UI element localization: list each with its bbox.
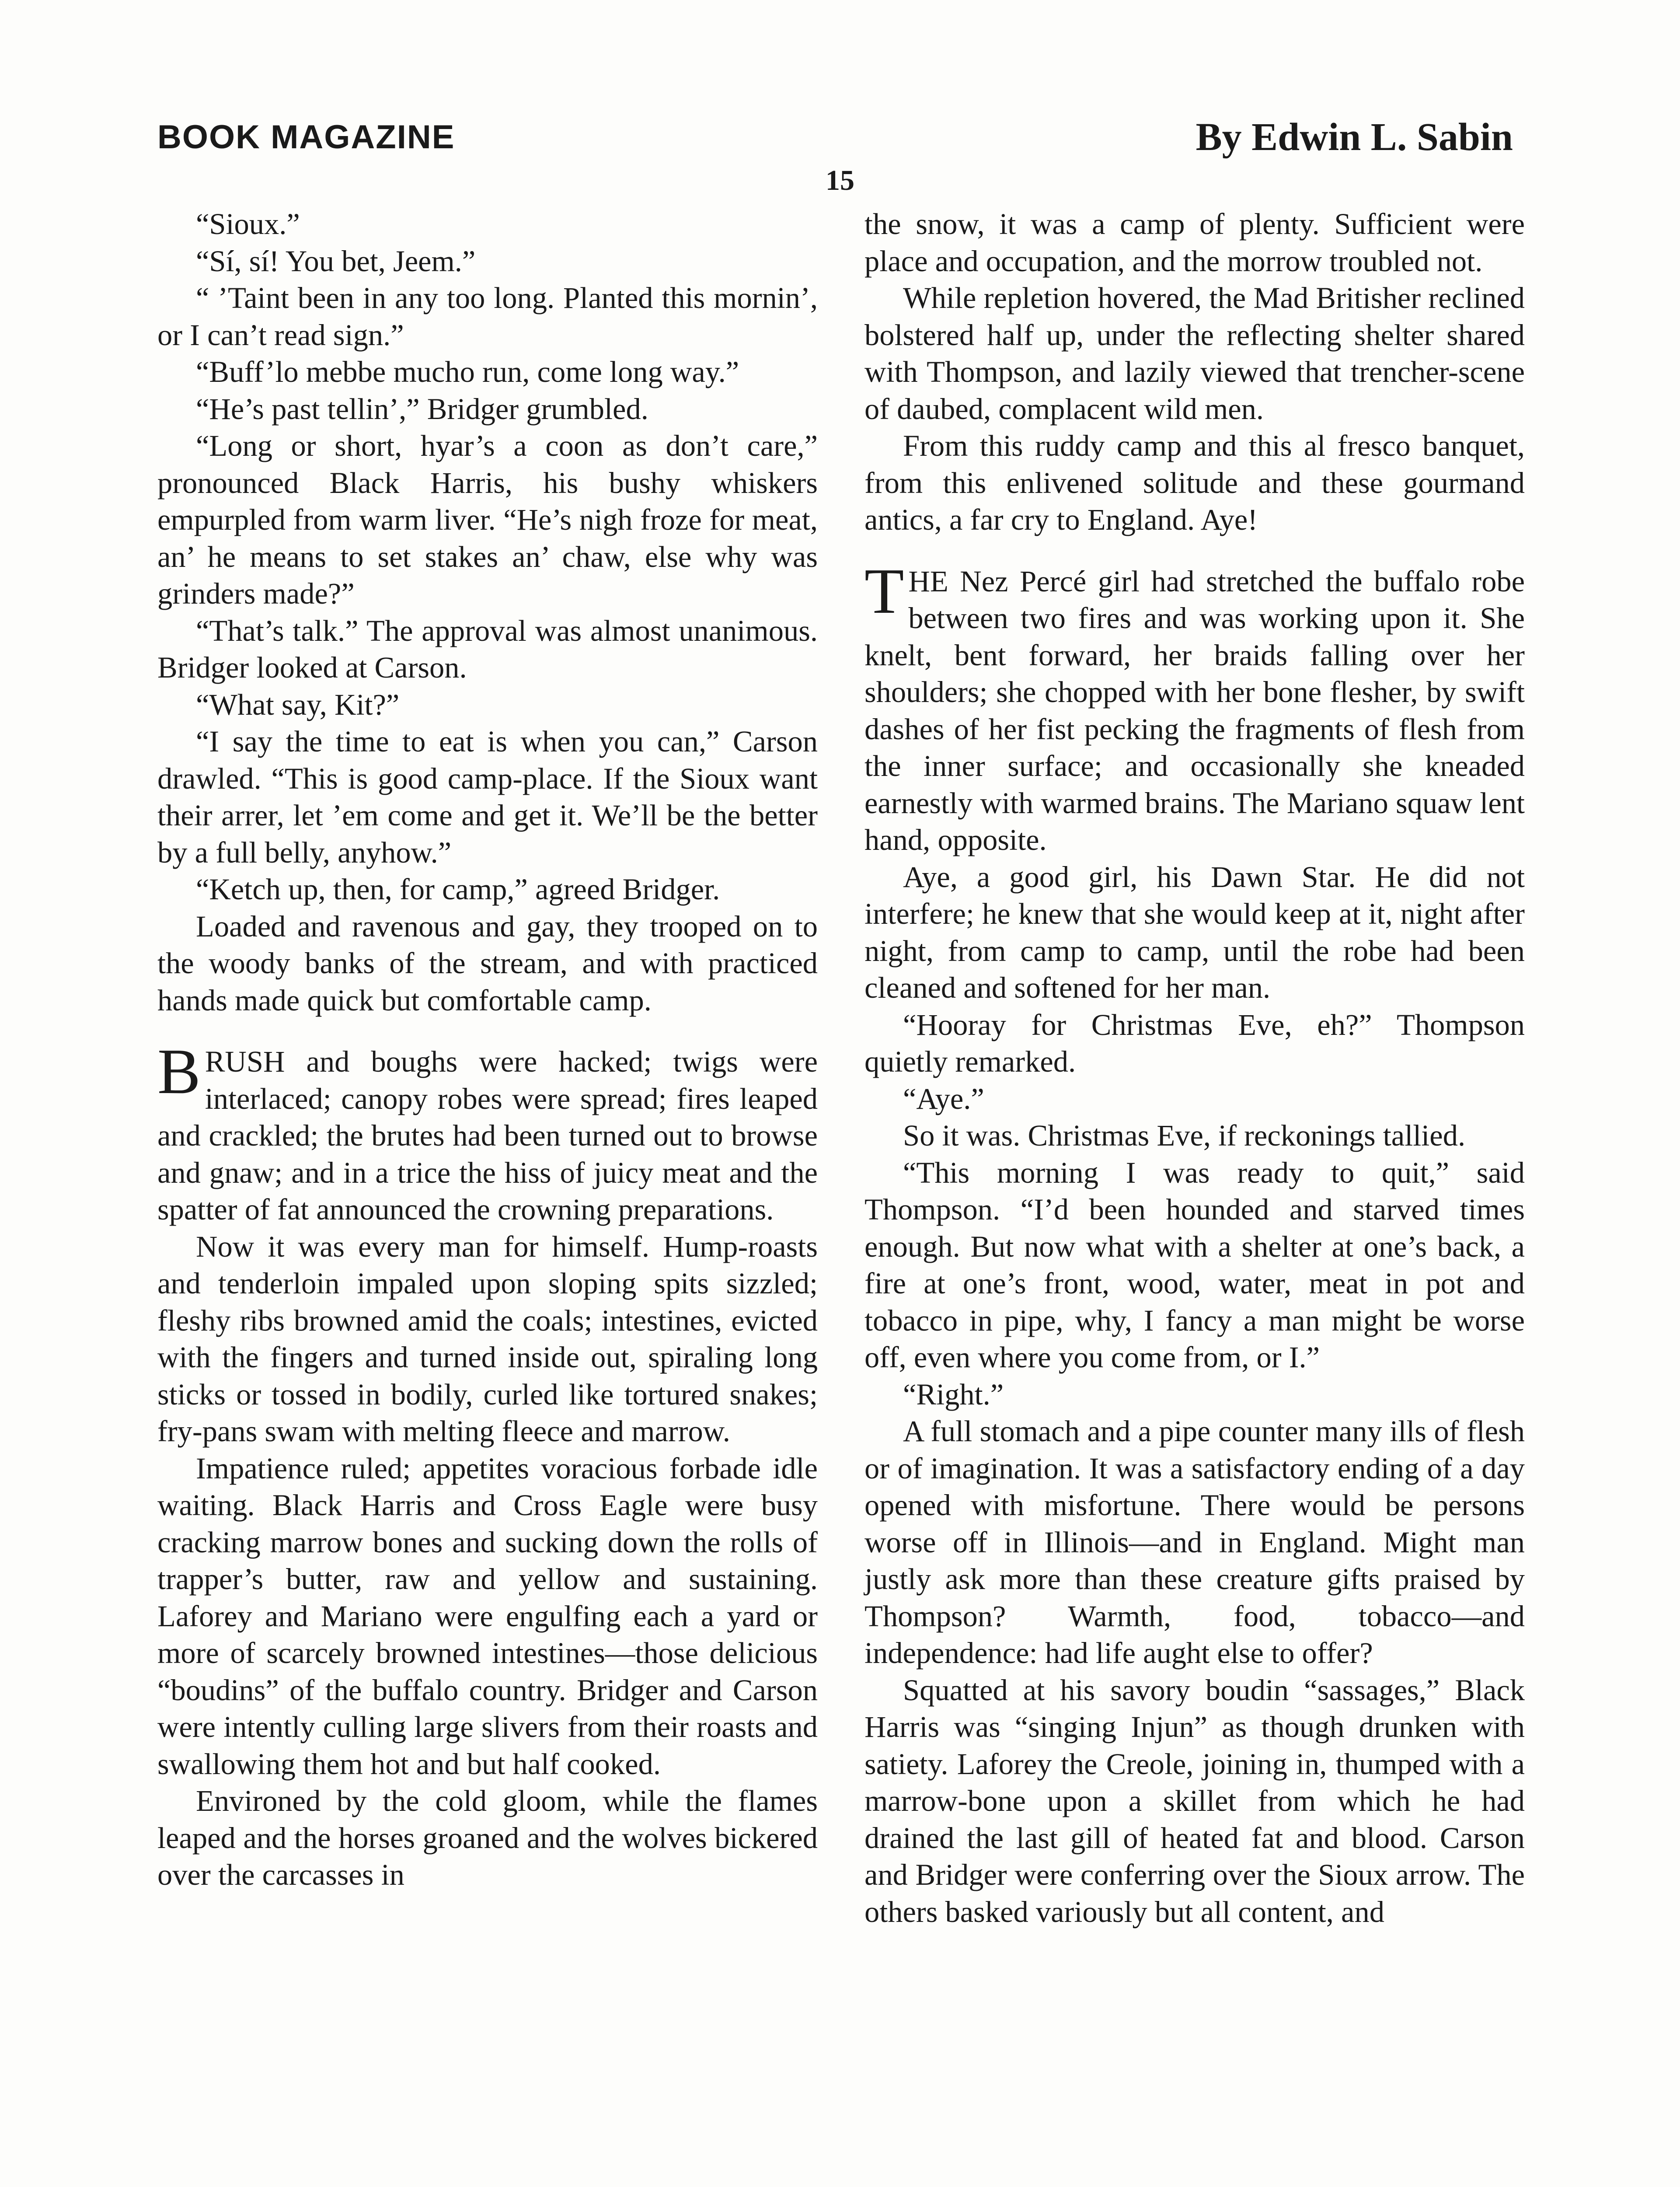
- paragraph: While repletion hovered, the Mad Britisher reclined bolstered half up, under the reflecting shelter shared with Thompson, and lazily viewed that trencher-scene of daubed, complacent wild men.: [864, 281, 1525, 426]
- paragraph: “Ketch up, then, for camp,” agreed Bridger.: [196, 873, 720, 906]
- section-lead-text: HE Nez Percé girl had stretched the buffalo robe between two fires and was working upon it. She knelt, bent forward, her braids falling over her shoulders; she chopped with her bone flesher, by swift dashes of her fist pecking the fragments of flesh from the inner surface; and occasionally she kneaded earnestly with warmed brains. The Mariano squaw lent hand, opposite.: [864, 564, 1525, 856]
- paragraph: Loaded and ravenous and gay, they trooped on to the woody banks of the stream, and with practiced hands made quick but comfortable camp.: [157, 909, 818, 1017]
- paragraph: “Hooray for Christmas Eve, eh?” Thompson quietly remarked.: [864, 1008, 1525, 1078]
- paragraph: Environed by the cold gloom, while the flames leaped and the horses groaned and the wolves bickered over the carcasses in: [157, 1784, 818, 1891]
- section-opening-paragraph: [864, 555, 1525, 859]
- paragraph: Aye, a good girl, his Dawn Star. He did not interfere; he knew that she would keep at it, night after night, from camp to camp, until the robe had been cleaned and softened for her man.: [864, 860, 1525, 1004]
- paragraph: the snow, it was a camp of plenty. Sufficient were place and occupation, and the morrow troubled not.: [864, 207, 1525, 278]
- drop-cap: T: [864, 555, 904, 627]
- paragraph: “ ’Taint been in any too long. Planted this mornin’, or I can’t read sign.”: [157, 281, 818, 352]
- paragraph: “What say, Kit?”: [196, 688, 400, 721]
- paragraph: Squatted at his savory boudin “sassages,” Black Harris was “singing Injun” as though drunken with satiety. Laforey the Creole, joining in, thumped with a marrow-bone upon a skillet from which he had drained the last gill of heated fat and blood. Carson and Bridger were conferring over the Sioux arrow. The others basked variously but all content, and: [864, 1673, 1525, 1928]
- paragraph: “He’s past tellin’,” Bridger grumbled.: [196, 392, 648, 426]
- paragraph: “Sí, sí! You bet, Jeem.”: [196, 244, 476, 278]
- paragraph: Impatience ruled; appetites voracious forbade idle waiting. Black Harris and Cross Eagle were busy cracking marrow bones and sucking down the rolls of trapper’s butter, raw and yellow and sustaining. Laforey and Mariano were engulfing each a yard or more of scarcely browned intestines—those delicious “boudins” of the buffalo country. Bridger and Carson were intently culling large slivers from their roasts and swallowing them hot and but half cooked.: [157, 1451, 818, 1781]
- publication-title: BOOK MAGAZINE: [157, 119, 455, 156]
- paragraph: “That’s talk.” The approval was almost unanimous. Bridger looked at Carson.: [157, 614, 818, 684]
- paragraph: So it was. Christmas Eve, if reckonings tallied.: [903, 1119, 1466, 1152]
- right-column: [864, 206, 1525, 1930]
- paragraph: A full stomach and a pipe counter many ills of flesh or of imagination. It was a satisfactory ending of a day opened with misfortune. There would be persons worse off in Illinois—and in England. Might man justly ask more than these creature gifts praised by Thompson? Warmth, food, tobacco—and independence: had life aught else to offer?: [864, 1415, 1525, 1670]
- section-opening-paragraph: [157, 1036, 818, 1228]
- paragraph: “This morning I was ready to quit,” said Thompson. “I’d been hounded and starved times enough. But now what with a shelter at one’s back, a fire at one’s front, wood, water, meat in pot and tobacco in pipe, why, I fancy a man might be worse off, even where you come from, or I.”: [864, 1156, 1525, 1374]
- paragraph: “Aye.”: [903, 1082, 984, 1115]
- page-number: 15: [826, 164, 854, 196]
- paragraph: “Sioux.”: [196, 207, 300, 241]
- paragraph: “Long or short, hyar’s a coon as don’t care,” pronounced Black Harris, his bushy whiskers empurpled from warm liver. “He’s nigh froze for meat, an’ he means to set stakes an’ chaw, else why was grinders made?”: [157, 429, 818, 610]
- paragraph: “Right.”: [903, 1377, 1004, 1411]
- paragraph: “I say the time to eat is when you can,” Carson drawled. “This is good camp-place. If the Sioux want their arrer, let ’em come and get it. We’ll be the better by a full belly, anyhow.”: [157, 725, 818, 869]
- author-byline: By Edwin L. Sabin: [1196, 115, 1513, 159]
- section-lead-text: RUSH and boughs were hacked; twigs were interlaced; canopy robes were spread; fires leaped and crackled; the brutes had been turned out to browse and gnaw; and in a trice the hiss of juicy meat and the spatter of fat announced the crowning preparations.: [157, 1045, 818, 1226]
- drop-cap: B: [157, 1036, 201, 1107]
- left-column: [157, 206, 818, 1894]
- paragraph: From this ruddy camp and this al fresco banquet, from this enlivened solitude and these gourmand antics, a far cry to England. Aye!: [864, 429, 1525, 536]
- paragraph: “Buff’lo mebbe mucho run, come long way.”: [196, 355, 739, 388]
- paragraph: Now it was every man for himself. Hump-roasts and tenderloin impaled upon sloping spits sizzled; fleshy ribs browned amid the coals; intestines, evicted with the fingers and turned inside out, spiraling long sticks or tossed in bodily, curled like tortured snakes; fry-pans swam with melting fleece and marrow.: [157, 1230, 818, 1448]
